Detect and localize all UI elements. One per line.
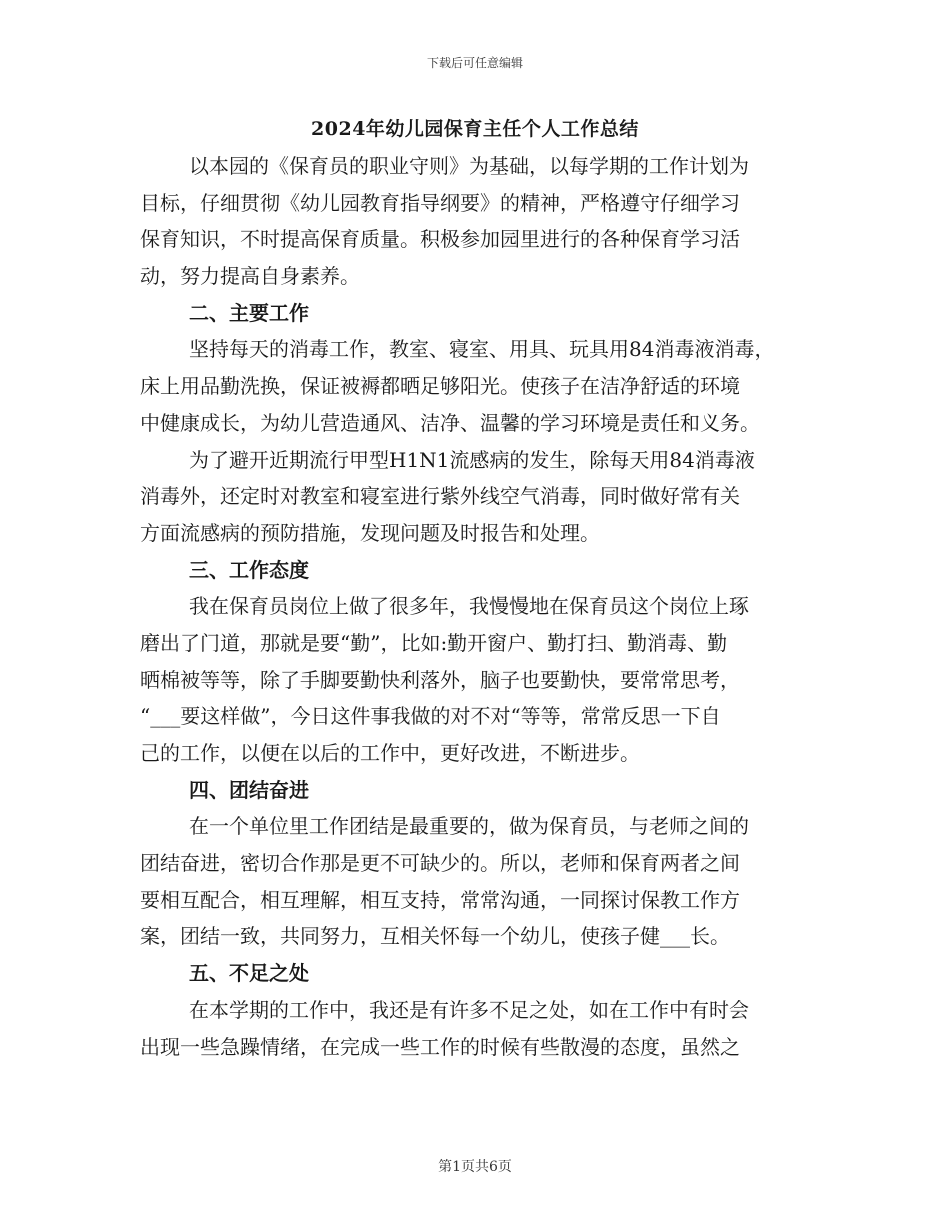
paragraph-line: 我在保育员岗位上做了很多年，我慢慢地在保育员这个岗位上琢: [189, 594, 749, 619]
paragraph-line: 案，团结一致，共同努力，互相关怀每一个幼儿，使孩子健___长。: [140, 924, 730, 949]
page-title: 2024年幼儿园保育主任个人工作总结: [311, 118, 639, 140]
paragraph-line: 消毒外，还定时对教室和寝室进行紫外线空气消毒，同时做好常有关: [140, 484, 740, 509]
page-footer: 第1页共6页: [438, 1159, 512, 1175]
paragraph-line: 要相互配合，相互理解，相互支持，常常沟通，一同探讨保教工作方: [140, 887, 740, 912]
paragraph-line: 保育知识，不时提高保育质量。积极参加园里进行的各种保育学习活: [140, 227, 740, 252]
paragraph-line: 出现一些急躁情绪，在完成一些工作的时候有些散漫的态度，虽然之: [140, 1034, 740, 1059]
paragraph-line: 目标，仔细贯彻《幼儿园教育指导纲要》的精神，严格遵守仔细学习: [140, 190, 740, 215]
paragraph-line: 方面流感病的预防措施，发现问题及时报告和处理。: [140, 520, 600, 545]
paragraph-line: 在本学期的工作中，我还是有许多不足之处，如在工作中有时会: [189, 997, 749, 1022]
header-note: 下载后可任意编辑: [426, 56, 523, 70]
section-heading-unity: 四、团结奋进: [189, 777, 309, 802]
paragraph-line: 团结奋进，密切合作那是更不可缺少的。所以，老师和保育两者之间: [140, 851, 740, 876]
paragraph-line: 动，努力提高自身素养。: [140, 264, 360, 289]
section-heading-shortcomings: 五、不足之处: [189, 961, 309, 986]
section-heading-main-work: 二、主要工作: [189, 300, 309, 325]
section-heading-work-attitude: 三、工作态度: [189, 557, 309, 582]
paragraph-line: “___要这样做”，今日这件事我做的对不对“等等，常常反思一下自: [140, 704, 721, 729]
paragraph-line: 为了避开近期流行甲型H1N1流感病的发生，除每天用84消毒液: [189, 447, 755, 472]
paragraph-line: 在一个单位里工作团结是最重要的，做为保育员，与老师之间的: [189, 814, 749, 839]
paragraph-line: 晒棉被等等，除了手脚要勤快利落外，脑子也要勤快，要常常思考，: [140, 667, 740, 692]
paragraph-line: 磨出了门道，那就是要“勤”，比如:勤开窗户、勤打扫、勤消毒、勤: [140, 630, 728, 655]
paragraph-line: 己的工作，以便在以后的工作中，更好改进，不断进步。: [140, 741, 640, 765]
paragraph-line: 床上用品勤洗换，保证被褥都晒足够阳光。使孩子在洁净舒适的环境: [140, 374, 740, 399]
document-body: [140, 148, 820, 1065]
paragraph-line: 坚持每天的消毒工作，教室、寝室、用具、玩具用84消毒液消毒，: [189, 337, 775, 362]
paragraph-line: 中健康成长，为幼儿营造通风、洁净、温馨的学习环境是责任和义务。: [140, 410, 760, 435]
paragraph-line: 以本园的《保育员的职业守则》为基础，以每学期的工作计划为: [189, 154, 749, 178]
